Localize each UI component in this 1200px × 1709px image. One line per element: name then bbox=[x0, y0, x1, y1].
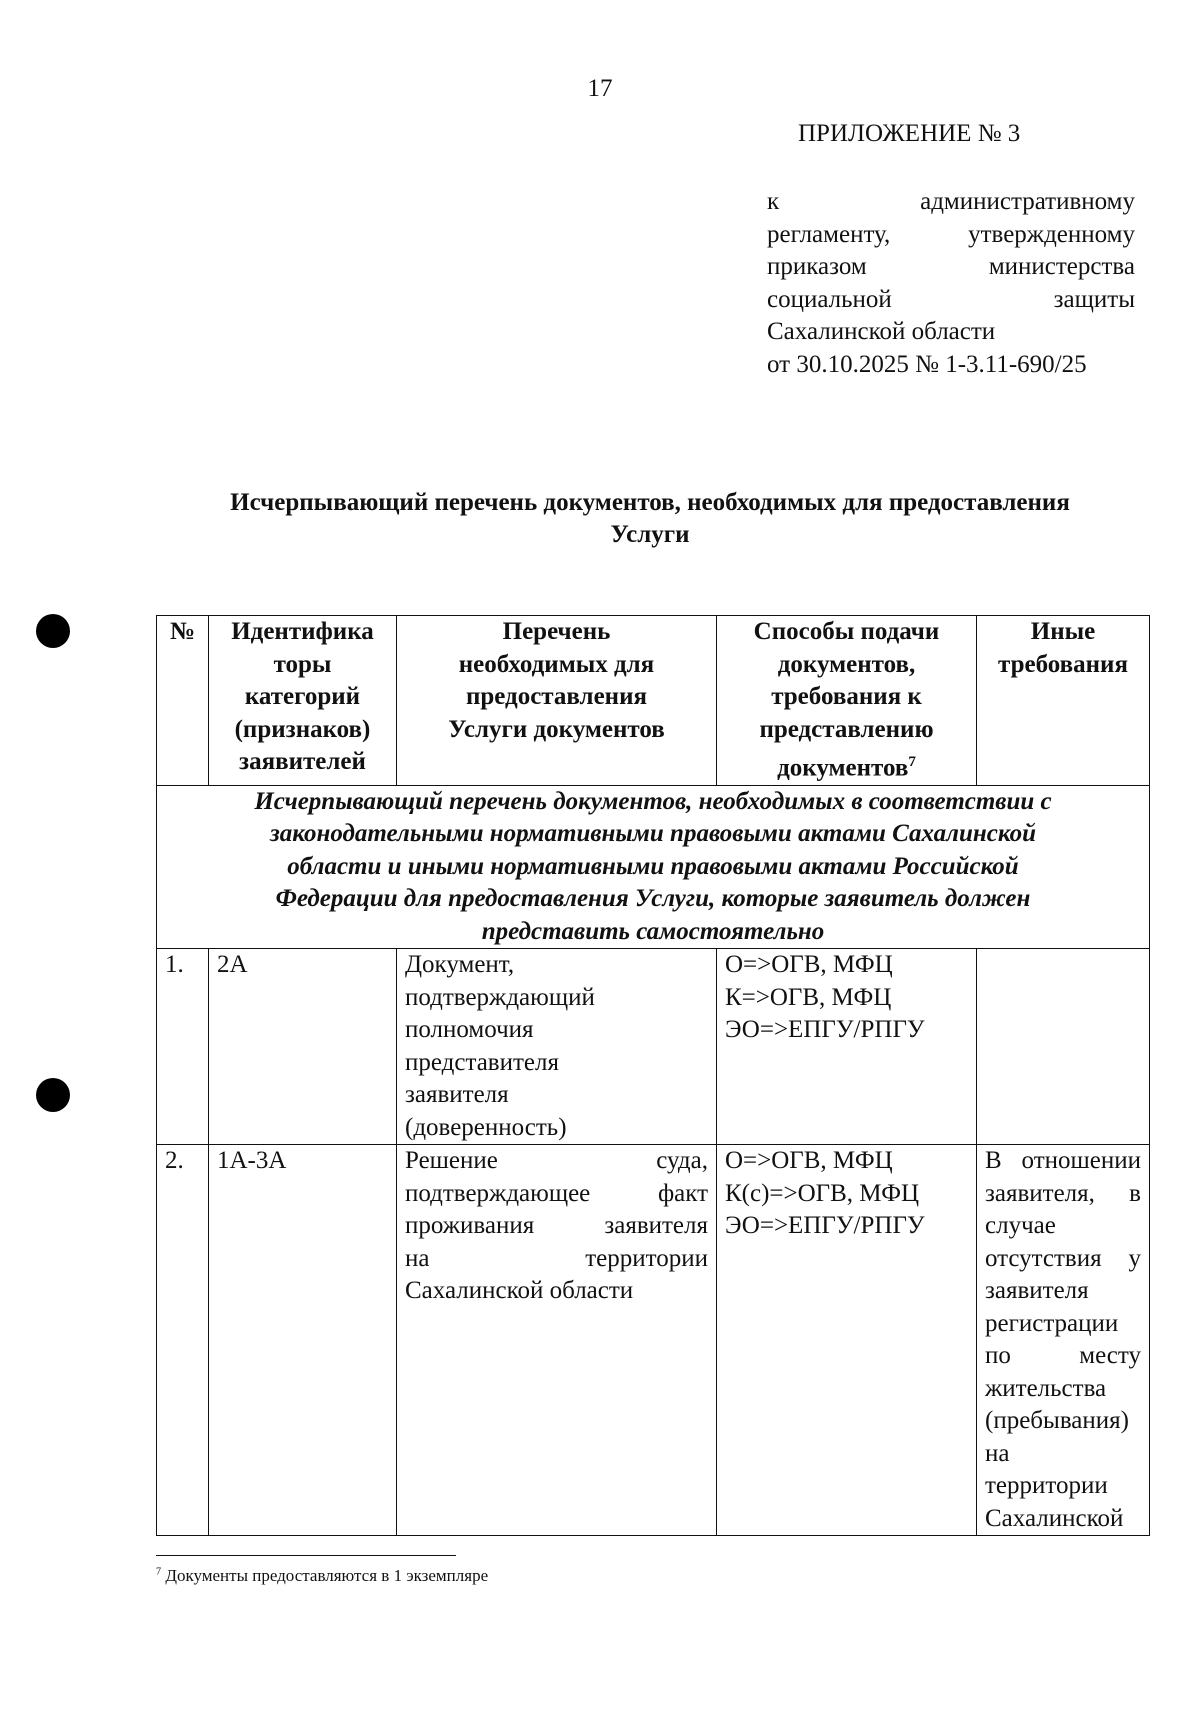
row-other bbox=[977, 1145, 1150, 1536]
header-number: № bbox=[157, 616, 209, 786]
header-other bbox=[977, 616, 1150, 786]
approval-line: регламенту, утвержденному bbox=[767, 220, 1135, 248]
header-line: необходимых для bbox=[458, 650, 655, 678]
table-header-row bbox=[157, 616, 1150, 786]
cell-line: полномочия bbox=[405, 1016, 534, 1044]
cell-line: Решение суда, bbox=[405, 1147, 708, 1175]
footnote-divider bbox=[156, 1555, 456, 1556]
header-line: заявителей bbox=[239, 748, 366, 775]
cell-line: заявителя bbox=[985, 1277, 1089, 1305]
header-line: Иные bbox=[1030, 618, 1096, 645]
approval-line: Сахалинской области bbox=[767, 318, 996, 345]
footnote-text: Документы предоставляются в 1 экземпляре bbox=[165, 1566, 489, 1585]
section-row bbox=[157, 785, 1150, 949]
header-identifiers bbox=[209, 616, 397, 786]
cell-line: О=>ОГВ, МФЦ bbox=[725, 1147, 893, 1175]
documents-table bbox=[156, 615, 1150, 1536]
section-title-line: Федерации для предоставления Услуги, которые заявитель должен bbox=[275, 885, 1031, 913]
cell-line: (пребывания) bbox=[985, 1407, 1129, 1435]
cell-line: на bbox=[985, 1439, 1010, 1467]
row-category: 2А bbox=[209, 949, 397, 1145]
header-line: представлению bbox=[759, 715, 934, 743]
section-title bbox=[157, 785, 1150, 949]
cell-line: территории bbox=[985, 1472, 1108, 1500]
header-submission bbox=[717, 616, 977, 786]
row-submission bbox=[717, 1145, 977, 1536]
document-title-line: Услуги bbox=[610, 521, 690, 548]
approval-reference bbox=[767, 186, 1135, 381]
footnote bbox=[156, 1566, 488, 1586]
cell-line: заявителя bbox=[405, 1081, 509, 1109]
cell-line: Сахалинской области bbox=[405, 1277, 634, 1305]
approval-line: приказом министерства bbox=[767, 253, 1135, 280]
row-submission bbox=[717, 949, 977, 1145]
header-line: торы bbox=[273, 650, 332, 678]
footnote-reference: 7 bbox=[908, 754, 916, 770]
approval-line: к административному bbox=[767, 188, 1135, 215]
header-line: Идентифика bbox=[231, 618, 374, 645]
cell-line: ЭО=>ЕПГУ/РПГУ bbox=[725, 1212, 925, 1240]
header-line-text: документов bbox=[777, 754, 909, 782]
header-line: требования к bbox=[771, 683, 922, 710]
row-number: 1. bbox=[157, 949, 209, 1145]
header-line: категорий bbox=[244, 683, 361, 710]
cell-line: подтверждающий bbox=[405, 983, 595, 1011]
cell-line: на территории bbox=[405, 1244, 708, 1272]
cell-line: ЭО=>ЕПГУ/РПГУ bbox=[725, 1016, 925, 1044]
cell-line: заявителя, в bbox=[985, 1179, 1141, 1207]
cell-line: регистрации bbox=[985, 1309, 1119, 1337]
section-title-line: области и иными нормативными правовыми актами Российской bbox=[287, 852, 1019, 880]
document-title-line: Исчерпывающий перечень документов, необходимых для предоставления bbox=[230, 489, 1070, 516]
table-row bbox=[157, 949, 1150, 1145]
page-number: 17 bbox=[587, 75, 613, 102]
row-other bbox=[977, 949, 1150, 1145]
header-line: документов, bbox=[777, 650, 916, 678]
table-row bbox=[157, 1145, 1150, 1536]
cell-line: В отношении bbox=[985, 1147, 1141, 1175]
cell-line: (доверенность) bbox=[405, 1113, 567, 1141]
cell-line: случае bbox=[985, 1212, 1056, 1240]
cell-line: жительства bbox=[985, 1374, 1107, 1402]
row-number: 2. bbox=[157, 1145, 209, 1536]
cell-line: отсутствия у bbox=[985, 1244, 1141, 1272]
header-documents bbox=[397, 616, 717, 786]
header-line: требования bbox=[998, 650, 1128, 678]
header-line: Способы подачи bbox=[753, 618, 940, 645]
cell-line: представителя bbox=[405, 1048, 559, 1076]
cell-line: подтверждающее факт bbox=[405, 1179, 708, 1207]
header-line: Услуги документов bbox=[448, 715, 665, 743]
header-line: предоставления bbox=[465, 683, 648, 710]
cell-line: К(с)=>ОГВ, МФЦ bbox=[725, 1179, 920, 1207]
section-title-line: представить самостоятельно bbox=[481, 917, 825, 945]
row-category: 1А-3А bbox=[209, 1145, 397, 1536]
cell-line: К=>ОГВ, МФЦ bbox=[725, 983, 892, 1011]
header-line: Перечень bbox=[502, 618, 611, 645]
header-line bbox=[725, 746, 968, 785]
section-title-line: Исчерпывающий перечень документов, необходимых в соответствии с bbox=[254, 787, 1052, 815]
punch-hole-mark bbox=[36, 614, 70, 648]
row-document bbox=[397, 1145, 717, 1536]
cell-line: Сахалинской bbox=[985, 1504, 1124, 1532]
approval-line: от 30.10.2025 № 1-3.11-690/25 bbox=[767, 350, 1087, 378]
cell-line: Документ, bbox=[405, 951, 515, 979]
section-title-line: законодательными нормативными правовыми актами Сахалинской bbox=[269, 820, 1036, 848]
punch-hole-mark bbox=[36, 1078, 70, 1112]
document-title bbox=[130, 487, 1170, 551]
appendix-title: ПРИЛОЖЕНИЕ № 3 bbox=[798, 120, 1021, 147]
header-line: (признаков) bbox=[234, 715, 371, 743]
footnote-mark: 7 bbox=[156, 1566, 162, 1578]
cell-line: по месту bbox=[985, 1342, 1141, 1370]
cell-line: О=>ОГВ, МФЦ bbox=[725, 951, 893, 979]
approval-line: социальной защиты bbox=[767, 285, 1135, 313]
row-document bbox=[397, 949, 717, 1145]
cell-line: проживания заявителя bbox=[405, 1212, 708, 1240]
